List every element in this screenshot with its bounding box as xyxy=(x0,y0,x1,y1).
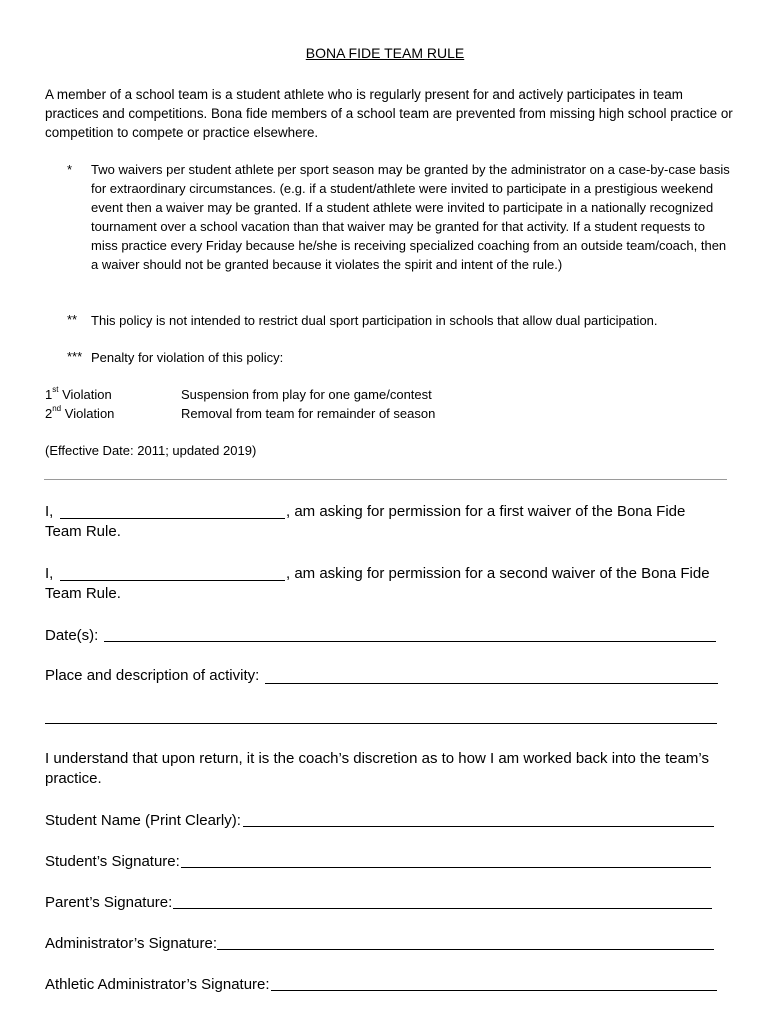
note-2-text: This policy is not intended to restrict dual sport participation in schools that allow dual participation. xyxy=(91,313,658,328)
understand-line-1: I understand that upon return, it is the coach’s discretion as to how I am worked back into the team’s xyxy=(45,750,709,767)
second-waiver-prefix: I, xyxy=(45,565,54,582)
second-waiver-continued: Team Rule. xyxy=(45,585,121,602)
violation-1-label: 1st Violation xyxy=(45,385,112,402)
violation-1-penalty: Suspension from play for one game/contest xyxy=(181,387,432,402)
first-waiver-continued: Team Rule. xyxy=(45,523,121,540)
athletic-administrator-signature-field[interactable] xyxy=(271,990,717,991)
second-waiver-name-field[interactable] xyxy=(60,580,285,581)
note-2-mark: ** xyxy=(67,312,78,327)
intro-paragraph: A member of a school team is a student athlete who is regularly present for and actively participates in team practices and competitions. Bona fide members of a school team are prevented from missing high school practice or competition to compete or practice elsewhere. xyxy=(45,87,733,140)
second-waiver-text: , am asking for permission for a second waiver of the Bona Fide xyxy=(286,565,710,582)
administrator-signature-label: Administrator’s Signature: xyxy=(45,935,218,952)
parent-signature-label: Parent’s Signature: xyxy=(45,894,173,911)
place-field-continued[interactable] xyxy=(45,723,717,724)
note-1-text: Two waivers per student athlete per sport season may be granted by the administrator on a case-by-case basis for extraordinary circumstances. (e.g. if a student/athlete were invited to participate in a prestigious weekend event then a waiver may be granted. If a student athlete were invited to participate in a nationally recognized tournament over a school vacation than that waiver may be granted for that activity. If a student requests to miss practice every Friday because he/she is receiving specialized coaching from an outside team/coach, then a waiver should not be granted because it violates the spirit and intent of the rule.) xyxy=(91,162,730,272)
student-signature-field[interactable] xyxy=(181,867,711,868)
violation-2-penalty: Removal from team for remainder of season xyxy=(181,406,436,421)
understand-line-2: practice. xyxy=(45,770,102,787)
administrator-signature-field[interactable] xyxy=(217,949,714,950)
first-waiver-prefix: I, xyxy=(45,503,54,520)
violation-2-label: 2nd Violation xyxy=(45,404,115,421)
note-1-mark: * xyxy=(67,162,73,177)
note-3-mark: *** xyxy=(67,349,83,364)
first-waiver-name-field[interactable] xyxy=(60,518,285,519)
effective-date: (Effective Date: 2011; updated 2019) xyxy=(45,443,257,458)
section-divider xyxy=(44,479,727,480)
first-waiver-text: , am asking for permission for a first waiver of the Bona Fide xyxy=(286,503,686,520)
student-name-field[interactable] xyxy=(243,826,714,827)
place-label: Place and description of activity: xyxy=(45,667,260,684)
note-3-text: Penalty for violation of this policy: xyxy=(91,350,284,365)
place-field[interactable] xyxy=(265,683,718,684)
document-title: BONA FIDE TEAM RULE xyxy=(305,45,465,61)
athletic-administrator-signature-label: Athletic Administrator’s Signature: xyxy=(45,976,270,993)
student-name-label: Student Name (Print Clearly): xyxy=(45,812,241,829)
student-signature-label: Student’s Signature: xyxy=(45,853,180,870)
dates-label: Date(s): xyxy=(45,627,99,644)
dates-field[interactable] xyxy=(104,641,716,642)
parent-signature-field[interactable] xyxy=(173,908,712,909)
